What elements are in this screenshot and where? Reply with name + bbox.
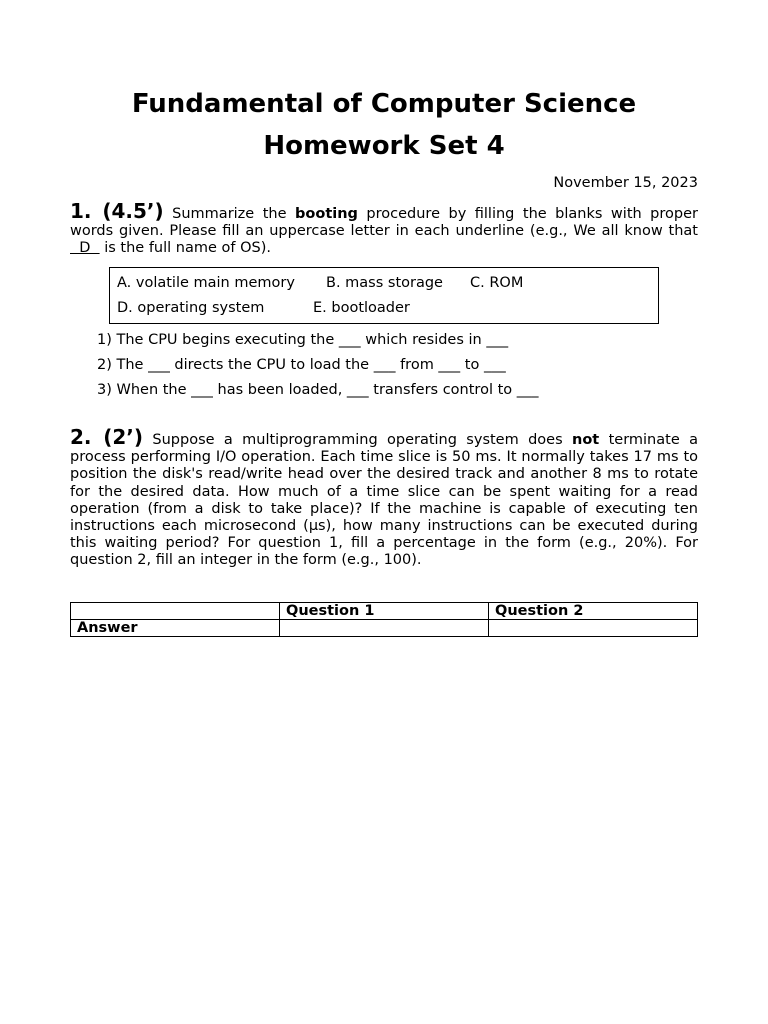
answer-cell-question-2[interactable] <box>489 620 698 637</box>
header-cell-question-2: Question 2 <box>489 603 698 620</box>
q1-text-c: is the full name of OS). <box>99 240 271 257</box>
q1-example-blank: D <box>70 240 100 257</box>
q2-bold-word: not <box>572 432 600 448</box>
step-2: 2) The ___ directs the CPU to load the ___ from ___ to ___ <box>97 357 506 373</box>
answer-table-header-row <box>71 603 698 620</box>
option-d: D. operating system <box>117 300 265 316</box>
title-line-1: Fundamental of Computer Science <box>131 89 637 119</box>
answer-label-cell: Answer <box>71 620 280 637</box>
title-line-2: Homework Set 4 <box>263 131 505 161</box>
answer-table-row <box>71 620 698 637</box>
date: November 15, 2023 <box>553 175 698 191</box>
option-b: B. mass storage <box>326 275 443 291</box>
option-e: E. bootloader <box>313 300 410 316</box>
option-a: A. volatile main memory <box>117 275 295 291</box>
answer-table <box>70 602 698 637</box>
question-2-number: 2. (2’) <box>70 425 144 449</box>
question-1-number: 1. (4.5’) <box>70 199 164 223</box>
question-2-paragraph <box>70 425 698 570</box>
q1-text-a: Summarize the <box>163 206 296 222</box>
q1-bold-word: booting <box>295 206 358 222</box>
header-cell-blank <box>71 603 280 620</box>
answer-cell-question-1[interactable] <box>280 620 489 637</box>
options-box <box>109 267 659 324</box>
header-cell-question-1: Question 1 <box>280 603 489 620</box>
q1-text-b: procedure by filling the blanks with proper words given. Please fill an uppercase letter in each underline (e.g., We all know that <box>70 206 698 240</box>
q2-text-a: Suppose a multiprogramming operating system does <box>143 432 573 448</box>
step-1: 1) The CPU begins executing the ___ which resides in ___ <box>97 332 509 348</box>
question-1-paragraph <box>70 199 698 258</box>
step-3: 3) When the ___ has been loaded, ___ transfers control to ___ <box>97 382 539 398</box>
option-c: C. ROM <box>470 275 524 291</box>
q2-text-b: terminate a process performing I/O operation. Each time slice is 50 ms. It normally takes 17 ms to position the disk's read/write head over the desired track and another 8 ms to rotate for the desired data. How much of a time slice can be spent waiting for a read operation (from a disk to take place)? If the machine is capable of executing ten instructions each microsecond (μs), how many instructions can be executed during this waiting period? For question 1, fill a percentage in the form (e.g., 20%). For question 2, fill an integer in the form (e.g., 100). <box>70 432 698 569</box>
